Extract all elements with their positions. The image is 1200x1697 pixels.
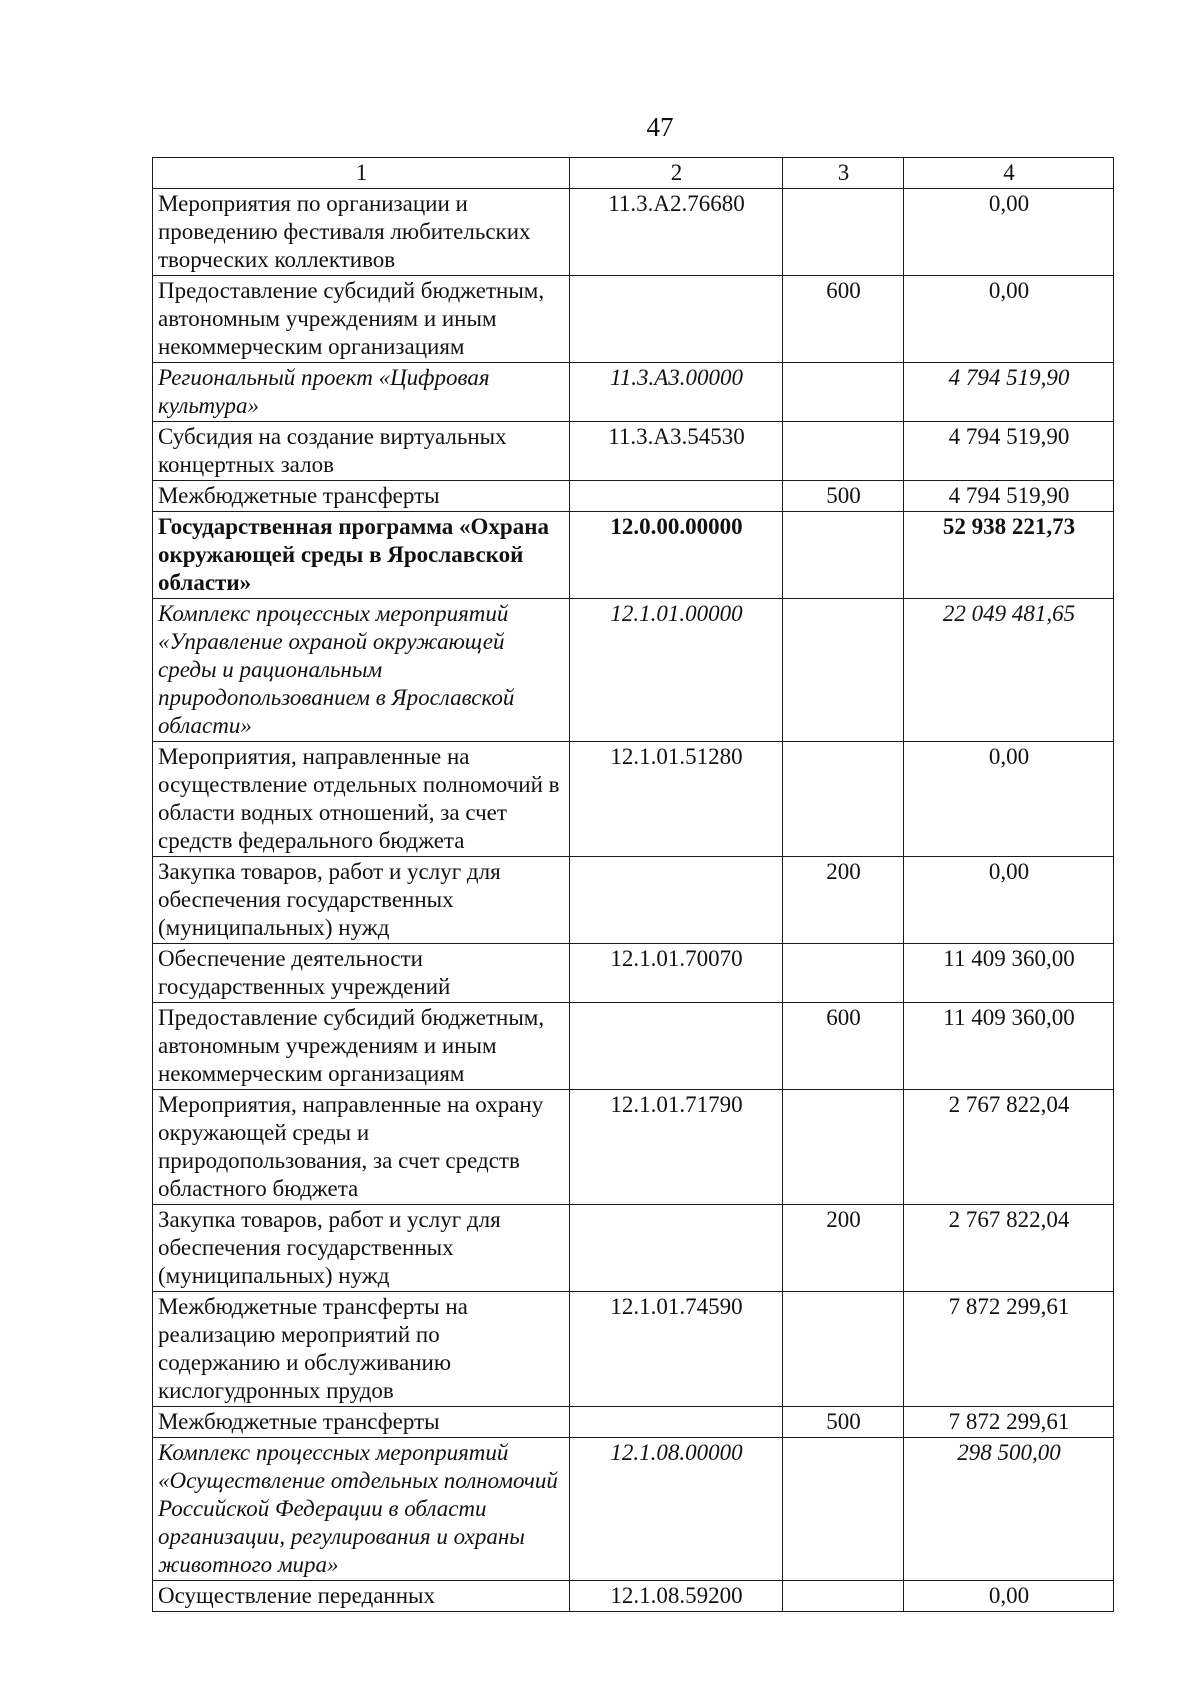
header-col-3: 3 bbox=[783, 158, 904, 189]
row-name-cell: Межбюджетные трансферты на реализацию мероприятий по содержанию и обслуживанию кислогудронных прудов bbox=[153, 1292, 570, 1407]
row-type-cell bbox=[783, 1292, 904, 1407]
row-name-cell: Закупка товаров, работ и услуг для обеспечения государственных (муниципальных) нужд bbox=[153, 857, 570, 944]
row-code-cell bbox=[570, 857, 783, 944]
table-row bbox=[153, 1205, 1114, 1292]
table-row bbox=[153, 944, 1114, 1003]
row-name-cell: Региональный проект «Цифровая культура» bbox=[153, 363, 570, 422]
table-row bbox=[153, 1581, 1114, 1612]
row-code-cell: 11.3.А2.76680 bbox=[570, 189, 783, 276]
table-row bbox=[153, 1438, 1114, 1581]
table-row bbox=[153, 1003, 1114, 1090]
row-name-cell: Мероприятия, направленные на осуществление отдельных полномочий в области водных отношений, за счет средств федерального бюджета bbox=[153, 742, 570, 857]
row-amount-cell: 7 872 299,61 bbox=[904, 1292, 1114, 1407]
row-code-cell: 12.1.01.70070 bbox=[570, 944, 783, 1003]
row-name-cell: Межбюджетные трансферты bbox=[153, 481, 570, 512]
row-type-cell bbox=[783, 1581, 904, 1612]
row-name-cell: Межбюджетные трансферты bbox=[153, 1407, 570, 1438]
row-type-cell: 200 bbox=[783, 857, 904, 944]
row-code-cell: 11.3.А3.54530 bbox=[570, 422, 783, 481]
row-amount-cell: 4 794 519,90 bbox=[904, 422, 1114, 481]
table-row bbox=[153, 742, 1114, 857]
row-amount-cell: 11 409 360,00 bbox=[904, 1003, 1114, 1090]
row-code-cell: 12.0.00.00000 bbox=[570, 512, 783, 599]
row-code-cell: 12.1.01.71790 bbox=[570, 1090, 783, 1205]
table-row bbox=[153, 363, 1114, 422]
row-type-cell bbox=[783, 599, 904, 742]
row-type-cell bbox=[783, 422, 904, 481]
row-type-cell bbox=[783, 1090, 904, 1205]
row-code-cell: 12.1.01.74590 bbox=[570, 1292, 783, 1407]
row-amount-cell: 4 794 519,90 bbox=[904, 363, 1114, 422]
table-row bbox=[153, 512, 1114, 599]
row-type-cell bbox=[783, 512, 904, 599]
row-amount-cell: 4 794 519,90 bbox=[904, 481, 1114, 512]
table-row bbox=[153, 189, 1114, 276]
row-type-cell: 500 bbox=[783, 1407, 904, 1438]
row-amount-cell: 2 767 822,04 bbox=[904, 1090, 1114, 1205]
row-amount-cell: 298 500,00 bbox=[904, 1438, 1114, 1581]
budget-table bbox=[152, 157, 1114, 1612]
row-code-cell: 12.1.08.59200 bbox=[570, 1581, 783, 1612]
table-row bbox=[153, 422, 1114, 481]
table-row bbox=[153, 857, 1114, 944]
row-name-cell: Субсидия на создание виртуальных концертных залов bbox=[153, 422, 570, 481]
row-type-cell bbox=[783, 1438, 904, 1581]
row-code-cell: 12.1.01.51280 bbox=[570, 742, 783, 857]
row-name-cell: Обеспечение деятельности государственных учреждений bbox=[153, 944, 570, 1003]
row-type-cell bbox=[783, 189, 904, 276]
row-code-cell bbox=[570, 276, 783, 363]
row-name-cell: Государственная программа «Охрана окружающей среды в Ярославской области» bbox=[153, 512, 570, 599]
row-amount-cell: 52 938 221,73 bbox=[904, 512, 1114, 599]
row-type-cell bbox=[783, 944, 904, 1003]
budget-table-body bbox=[153, 158, 1114, 1612]
header-col-1: 1 bbox=[153, 158, 570, 189]
row-amount-cell: 0,00 bbox=[904, 189, 1114, 276]
header-col-2: 2 bbox=[570, 158, 783, 189]
row-type-cell: 200 bbox=[783, 1205, 904, 1292]
row-code-cell bbox=[570, 481, 783, 512]
row-name-cell: Комплекс процессных мероприятий «Управление охраной окружающей среды и рациональным природопользованием в Ярославской области» bbox=[153, 599, 570, 742]
row-amount-cell: 0,00 bbox=[904, 276, 1114, 363]
row-code-cell: 12.1.01.00000 bbox=[570, 599, 783, 742]
table-row bbox=[153, 481, 1114, 512]
row-name-cell: Мероприятия по организации и проведению фестиваля любительских творческих коллективов bbox=[153, 189, 570, 276]
row-name-cell: Закупка товаров, работ и услуг для обеспечения государственных (муниципальных) нужд bbox=[153, 1205, 570, 1292]
row-type-cell: 600 bbox=[783, 1003, 904, 1090]
row-code-cell bbox=[570, 1407, 783, 1438]
row-type-cell bbox=[783, 363, 904, 422]
row-amount-cell: 0,00 bbox=[904, 742, 1114, 857]
row-code-cell: 12.1.08.00000 bbox=[570, 1438, 783, 1581]
header-col-4: 4 bbox=[904, 158, 1114, 189]
row-code-cell bbox=[570, 1205, 783, 1292]
table-row bbox=[153, 1292, 1114, 1407]
row-name-cell: Предоставление субсидий бюджетным, автономным учреждениям и иным некоммерческим организациям bbox=[153, 1003, 570, 1090]
row-type-cell: 600 bbox=[783, 276, 904, 363]
row-amount-cell: 2 767 822,04 bbox=[904, 1205, 1114, 1292]
table-row bbox=[153, 276, 1114, 363]
row-name-cell: Предоставление субсидий бюджетным, автономным учреждениям и иным некоммерческим организациям bbox=[153, 276, 570, 363]
row-code-cell bbox=[570, 1003, 783, 1090]
row-name-cell: Осуществление переданных bbox=[153, 1581, 570, 1612]
row-name-cell: Комплекс процессных мероприятий «Осуществление отдельных полномочий Российской Федерации в области организации, регулирования и охраны животного мира» bbox=[153, 1438, 570, 1581]
table-row bbox=[153, 599, 1114, 742]
row-amount-cell: 7 872 299,61 bbox=[904, 1407, 1114, 1438]
table-row bbox=[153, 1090, 1114, 1205]
row-type-cell: 500 bbox=[783, 481, 904, 512]
row-name-cell: Мероприятия, направленные на охрану окружающей среды и природопользования, за счет средств областного бюджета bbox=[153, 1090, 570, 1205]
page-number: 47 bbox=[646, 112, 674, 142]
row-amount-cell: 11 409 360,00 bbox=[904, 944, 1114, 1003]
header-row bbox=[153, 158, 1114, 189]
table-row bbox=[153, 1407, 1114, 1438]
row-type-cell bbox=[783, 742, 904, 857]
row-amount-cell: 0,00 bbox=[904, 1581, 1114, 1612]
row-amount-cell: 22 049 481,65 bbox=[904, 599, 1114, 742]
row-code-cell: 11.3.А3.00000 bbox=[570, 363, 783, 422]
row-amount-cell: 0,00 bbox=[904, 857, 1114, 944]
